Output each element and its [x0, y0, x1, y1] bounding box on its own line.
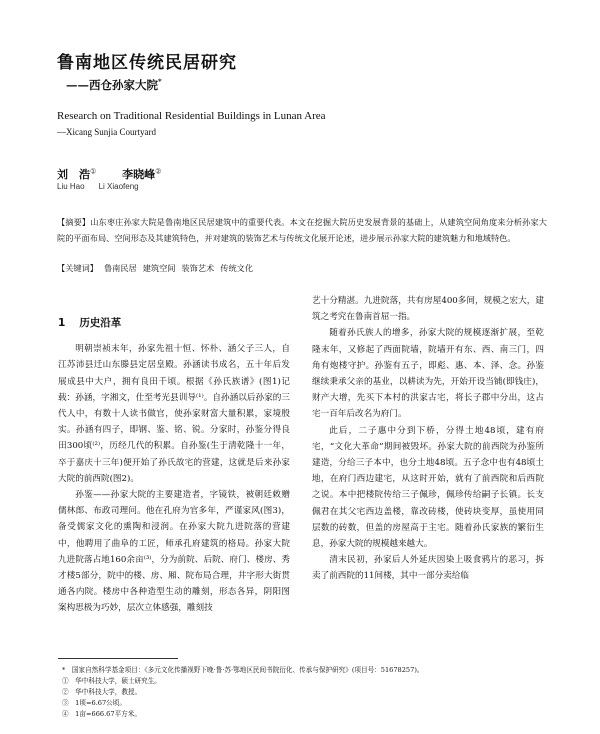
- author-2-english: Li Xiaofeng: [98, 182, 139, 191]
- footnote-item: ③ 1顷=6.67公顷。: [62, 699, 126, 707]
- keyword-item: 传统文化: [220, 263, 254, 273]
- funding-footnote-mark: *: [158, 77, 162, 87]
- section-title: 历史沿革: [79, 317, 122, 329]
- footnote-item: ② 华中科技大学，教授。: [62, 688, 142, 696]
- right-column: [312, 293, 544, 585]
- subtitle-text: ——西仓孙家大院: [66, 78, 158, 92]
- author-1-mark: ①: [90, 167, 97, 176]
- body-paragraph: 随着孙氏族人的增多，孙家大院的规模逐渐扩展，至乾隆末年，又修起了西面院墙，院墙开有东、西、南三门，四角有炮楼守护。孙鉴有五子，即彪、惠、本、泽、念。孙鉴继续秉承父亲的基业，以耕读为先，开始开设当铺(即钱庄)，财产大增，先买下本村的洪家古宅，将长子郡中分出，这占宅一百年后改名为府门。: [312, 328, 544, 420]
- author-list-english: [57, 182, 139, 191]
- left-column: [58, 293, 290, 617]
- section-heading: [58, 315, 290, 331]
- footnote-divider: [58, 658, 178, 659]
- paper-title: 鲁南地区传统民居研究: [57, 53, 237, 73]
- footnote-item: ④ 1亩=666.67平方米。: [62, 710, 141, 718]
- author-2-name: 李晓峰: [122, 168, 156, 181]
- keywords: [57, 263, 253, 274]
- keyword-item: 建筑空间: [142, 263, 176, 273]
- section-number: 1: [58, 317, 66, 329]
- author-1-name: 刘 浩: [57, 168, 90, 181]
- body-paragraph: 清末民初，孙家后人外延庆因染上吸食鸦片的恶习，拆卖了前西院的11间楼，其中一部分卖给临: [312, 555, 544, 582]
- author-2: [122, 168, 161, 181]
- keywords-label: 【关键词】: [57, 263, 98, 273]
- english-subtitle: —Xicang Sunjia Courtyard: [57, 127, 156, 137]
- body-paragraph: 艺十分精湛。九进院落，共有房屋400多间，规模之宏大，建筑之考究在鲁南首屈一指。: [312, 296, 544, 323]
- abstract: 【摘要】山东枣庄孙家大院是鲁南地区民居建筑中的重要代表。本文在挖掘大院历史发展背景的基础上，从建筑空间角度来分析孙家大院的平面布局、空间形态及其建筑特色，并对建筑的装饰艺术与传统文化展开论述，进步展示孙家大院的建筑魅力和地域特色。: [57, 217, 547, 243]
- english-title: Research on Traditional Residential Buildings in Lunan Area: [57, 110, 326, 122]
- author-2-mark: ②: [155, 167, 162, 176]
- author-list: [57, 166, 161, 182]
- keyword-item: 鲁南民居: [103, 263, 137, 273]
- body-paragraph: 此后，二子惠中分到下桥，分得土地48顷，建有府宅，“文化大革命”期间被毁坏。孙家大院的前西院为孙鉴所建造，分给三子本中，也分土地48顷。五子念中也有48顷土地，在府门西边建宅，从这时开始，就有了前西院和后西院之说。本中把楼院传给三子佩珍，佩珍传给嗣子长镇。长支佩君在其父宅西边盖楼，靠改砖楼，使砖块变厚，虽使用同层数的砖数，但盖的房屋高于主宅。随着孙氏家族的繁衍生息，孙家大院的规模越来越大。: [312, 425, 544, 550]
- footnote-item: ① 华中科技大学，硕士研究生。: [62, 677, 161, 685]
- paper-subtitle: [66, 77, 162, 93]
- body-paragraph: 孙鉴——孙家大院的主要建造者，字镜铁，被朝廷敕赠儒林郎、布政司理问。他在孔府为官多年，严谨家风(图3)，备受儒家文化的熏陶和浸润。在孙家大院九进院落的营建中，他聘用了曲阜的工匠，师承孔府建筑的格局。孙家大院九进院落占地160余亩⁽³⁾，分为前院、后院、府门、楼房、秀才楼5部分，院中的楼、房、厢、院布局合理，井字形大街贯通各内院。楼房中各种造型生动的雕刻，形态各异，阴阳图案构思极为巧妙，层次立体感强，雕刻技: [58, 490, 290, 614]
- footnote-item: * 国家自然科学基金项目：《多元文化传播视野下晚·鲁·苏·鄂地区民间书院衍化、传承与保护研究》(项目号：51678257)。: [62, 666, 424, 674]
- body-paragraph: 明朝崇祯末年，孙家先祖十恒、怀朴、涵父子三人，自江苏沛县迁山东滕县定居皇殿。孙涵读书成名，五十年后发展成县中大户，拥有良田千顷。根据《孙氏族谱》(图1)记载：孙涵，字湘文，仕至考光县训导⁽¹⁾。自孙涵以后孙家的三代人中，有数十人读书做官，使孙家财富大量积累，家境殷实。孙涵有四子，即钢、鉴、铭、锐。分家时，孙鉴分得良田300顷⁽²⁾，历经几代的积累。自孙鉴(生于清乾隆十一年，卒于嘉庆十三年)便开始了孙氏故宅的营建，这就是后来孙家大院的前西院(图2)。: [58, 344, 290, 484]
- author-1: [57, 168, 96, 181]
- footnotes: [62, 665, 424, 720]
- author-1-english: Liu Hao: [57, 182, 85, 191]
- keyword-item: 装饰艺术: [181, 263, 215, 273]
